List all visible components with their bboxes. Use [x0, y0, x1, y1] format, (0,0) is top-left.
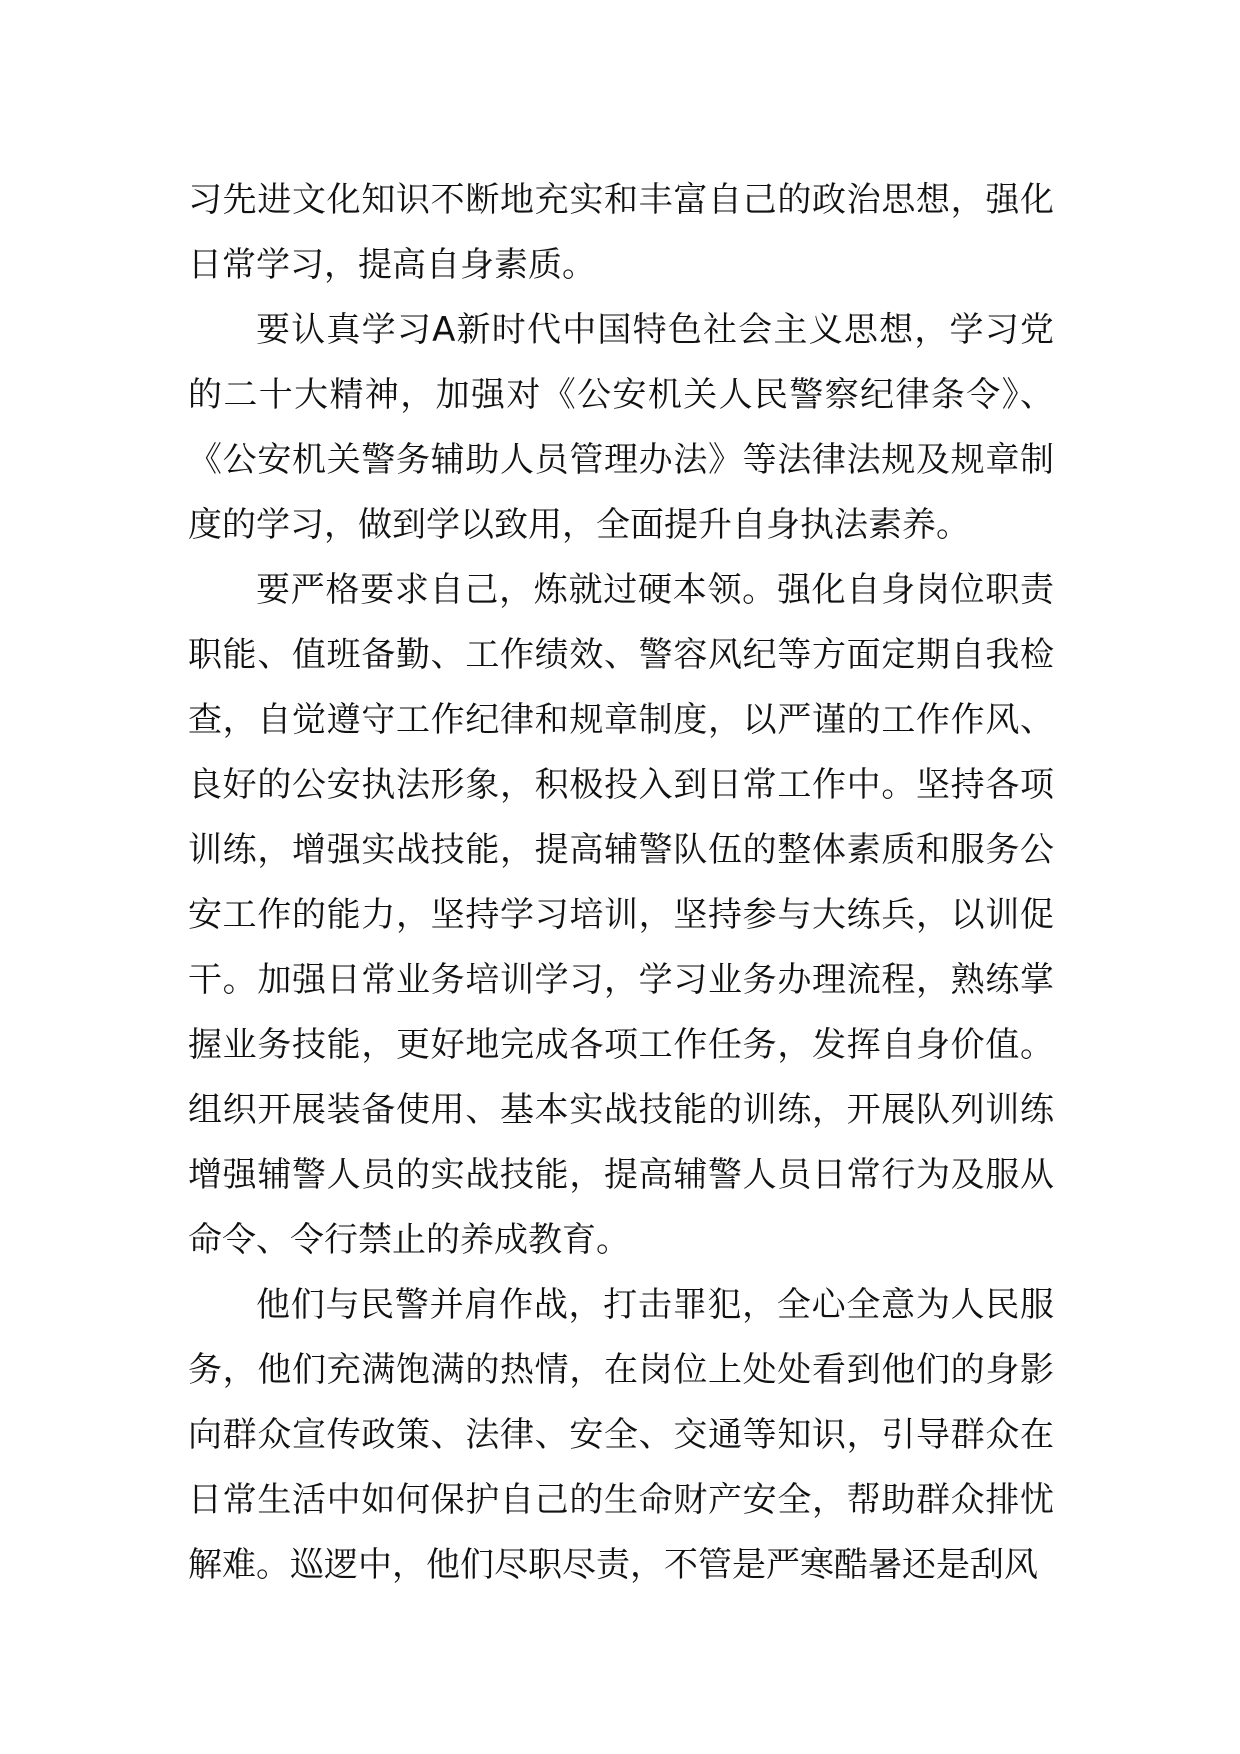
- paragraph-3: 要严格要求自己，炼就过硬本领。强化自身岗位职责职能、值班备勤、工作绩效、警容风纪等方面定期自我检查，自觉遵守工作纪律和规章制度，以严谨的工作作风、良好的公安执法形象，积极投入到日常工作中。坚持各项训练，增强实战技能，提高辅警队伍的整体素质和服务公安工作的能力，坚持学习培训，坚持参与大练兵，以训促干。加强日常业务培训学习，学习业务办理流程，熟练掌握业务技能，更好地完成各项工作任务，发挥自身价值。组织开展装备使用、基本实战技能的训练，开展队列训练增强辅警人员的实战技能，提高辅警人员日常行为及服从命令、令行禁止的养成教育。: [188, 570, 1054, 1260]
- paragraph-1: 习先进文化知识不断地充实和丰富自己的政治思想，强化日常学习，提高自身素质。: [188, 180, 1054, 285]
- document-body: [188, 168, 1054, 1598]
- paragraph-4: 他们与民警并肩作战，打击罪犯，全心全意为人民服务，他们充满饱满的热情，在岗位上处处看到他们的身影向群众宣传政策、法律、安全、交通等知识，引导群众在日常生活中如何保护自己的生命财产安全，帮助群众排忧解难。巡逻中，他们尽职尽责，不管是严寒酷暑还是刮风: [188, 1285, 1054, 1585]
- paragraph-2: 要认真学习A新时代中国特色社会主义思想，学习党的二十大精神，加强对《公安机关人民警察纪律条令》、《公安机关警务辅助人员管理办法》等法律法规及规章制度的学习，做到学以致用，全面提升自身执法素养。: [188, 310, 1054, 545]
